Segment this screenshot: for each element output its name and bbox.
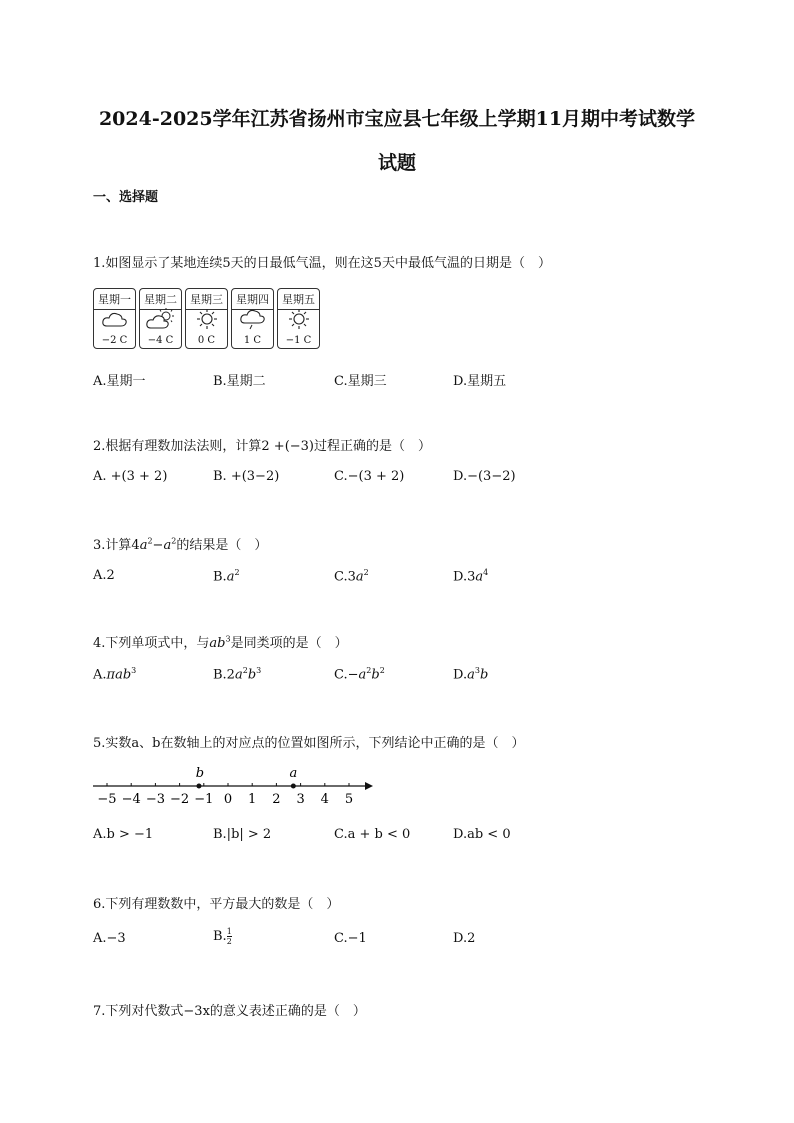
weather-day: 星期一	[94, 291, 135, 310]
option-a[interactable]: A.星期一	[93, 374, 146, 389]
weather-card	[231, 288, 274, 349]
page-title: 2024-2025学年江苏省扬州市宝应县七年级上学期11月期中考试数学	[98, 108, 696, 130]
option-c-label: C.3	[334, 569, 356, 585]
number-line-tick-label: 0	[223, 792, 233, 807]
arrow-icon	[365, 782, 373, 790]
fraction	[227, 927, 232, 946]
point-b-marker	[196, 784, 201, 789]
cloud-icon	[100, 307, 130, 331]
option-d[interactable]: D.2	[453, 931, 476, 946]
point-a-label: a	[289, 766, 298, 781]
question-4-text: 4.下列单项式中，与$ab^3$是同类项的是（ ）	[93, 634, 348, 651]
weather-card	[139, 288, 182, 349]
option-c[interactable]: C.−(3 + 2)	[334, 469, 405, 484]
option-d-label: D.	[453, 667, 468, 683]
number-line-tick-label: 3	[296, 792, 305, 807]
weather-card	[277, 288, 320, 349]
option-b[interactable]	[213, 927, 232, 946]
number-line-tick-label: −1	[194, 792, 214, 807]
option-b[interactable]: B.星期二	[213, 374, 266, 389]
weather-temp: −2 C	[101, 335, 128, 346]
option-c[interactable]: $C.3a^2$	[334, 568, 369, 585]
number-line-tick-label: −2	[170, 792, 190, 807]
option-b[interactable]: $B.a^2$	[213, 568, 240, 585]
option-d[interactable]: D.ab < 0	[453, 827, 511, 842]
number-line-tick-label: −4	[121, 792, 141, 807]
option-c-label: C.−	[334, 667, 359, 683]
option-c[interactable]: C.−1	[334, 931, 367, 946]
option-d[interactable]: D.星期五	[453, 374, 507, 389]
number-line-labels	[97, 792, 353, 807]
weather-day: 星期五	[278, 291, 319, 310]
question-4-prefix: 4.下列单项式中，与	[93, 636, 210, 651]
option-b[interactable]: B.|b| > 2	[213, 827, 272, 842]
option-a[interactable]: A.πab$^3$	[93, 666, 137, 683]
weather-day: 星期二	[140, 291, 181, 310]
question-4-suffix: 是同类项的是（ ）	[230, 636, 348, 651]
question-3-suffix: 的结果是（ ）	[176, 538, 268, 553]
option-b[interactable]: B. +(3−2)	[213, 469, 280, 484]
number-line	[93, 762, 378, 812]
option-a[interactable]: A. +(3 + 2)	[93, 469, 168, 484]
number-line-tick-label: 4	[320, 792, 329, 807]
question-6-text: 6.下列有理数数中，平方最大的数是（ ）	[93, 897, 340, 912]
question-3-prefix: 3.计算4	[93, 538, 140, 553]
number-line-tick-label: −3	[145, 792, 165, 807]
option-c[interactable]: C.星期三	[334, 374, 387, 389]
fraction-numerator: 1	[226, 927, 232, 936]
number-line-tick-label: −5	[97, 792, 117, 807]
weather-day: 星期三	[186, 291, 227, 310]
option-a-label: A.2	[93, 568, 115, 583]
number-line-tick-label: 1	[248, 792, 257, 807]
weather-card	[185, 288, 228, 349]
option-d[interactable]: $D.a^3b$	[453, 666, 489, 683]
point-a-marker	[291, 784, 296, 789]
point-b-label: b	[195, 766, 205, 781]
sun-icon	[192, 307, 222, 331]
weather-temp: −4 C	[147, 335, 174, 346]
weather-temp: −1 C	[285, 335, 312, 346]
option-c[interactable]: C.a + b < 0	[334, 827, 411, 842]
question-3-text: 3.计算$4a^2-a^2$的结果是（ ）	[93, 536, 268, 553]
option-b-label: B.2	[213, 667, 235, 683]
sun-cloud-icon	[146, 307, 176, 331]
section-title: 一、选择题	[93, 190, 159, 205]
weather-temp: 1 C	[243, 335, 262, 346]
option-b-label: B.	[213, 569, 227, 585]
option-b-label: B.	[213, 929, 227, 944]
question-5-text: 5.实数a、b在数轴上的对应点的位置如图所示，下列结论中正确的是（ ）	[93, 736, 525, 751]
option-d-label: D.3	[453, 569, 476, 585]
option-d[interactable]: D.−(3−2)	[453, 469, 516, 484]
option-a[interactable]	[93, 568, 115, 583]
rain-cloud-icon	[238, 307, 268, 331]
page-title-line2: 试题	[377, 152, 416, 174]
fraction-denominator: 2	[226, 937, 232, 946]
option-d[interactable]: $D.3a^4$	[453, 568, 489, 585]
option-b[interactable]: $B.2a^2b^3$	[213, 666, 262, 683]
question-2-text: 2.根据有理数加法法则，计算2 +(−3)过程正确的是（ ）	[93, 439, 432, 454]
option-a-label: A.	[93, 667, 107, 683]
weather-temp: 0 C	[197, 335, 216, 346]
question-7-text: 7.下列对代数式−3x的意义表述正确的是（ ）	[93, 1004, 366, 1019]
option-c[interactable]: $C.-a^2b^2$	[334, 666, 385, 683]
number-line-tick-label: 5	[344, 792, 354, 807]
weather-day: 星期四	[232, 291, 273, 310]
question-1-text: 1.如图显示了某地连续5天的日最低气温，则在这5天中最低气温的日期是（ ）	[93, 256, 551, 271]
weather-card	[93, 288, 136, 349]
option-a[interactable]: A.−3	[93, 931, 126, 946]
sun-icon	[284, 307, 314, 331]
number-line-tick-label: 2	[272, 792, 281, 807]
option-a[interactable]: A.b > −1	[93, 827, 154, 842]
